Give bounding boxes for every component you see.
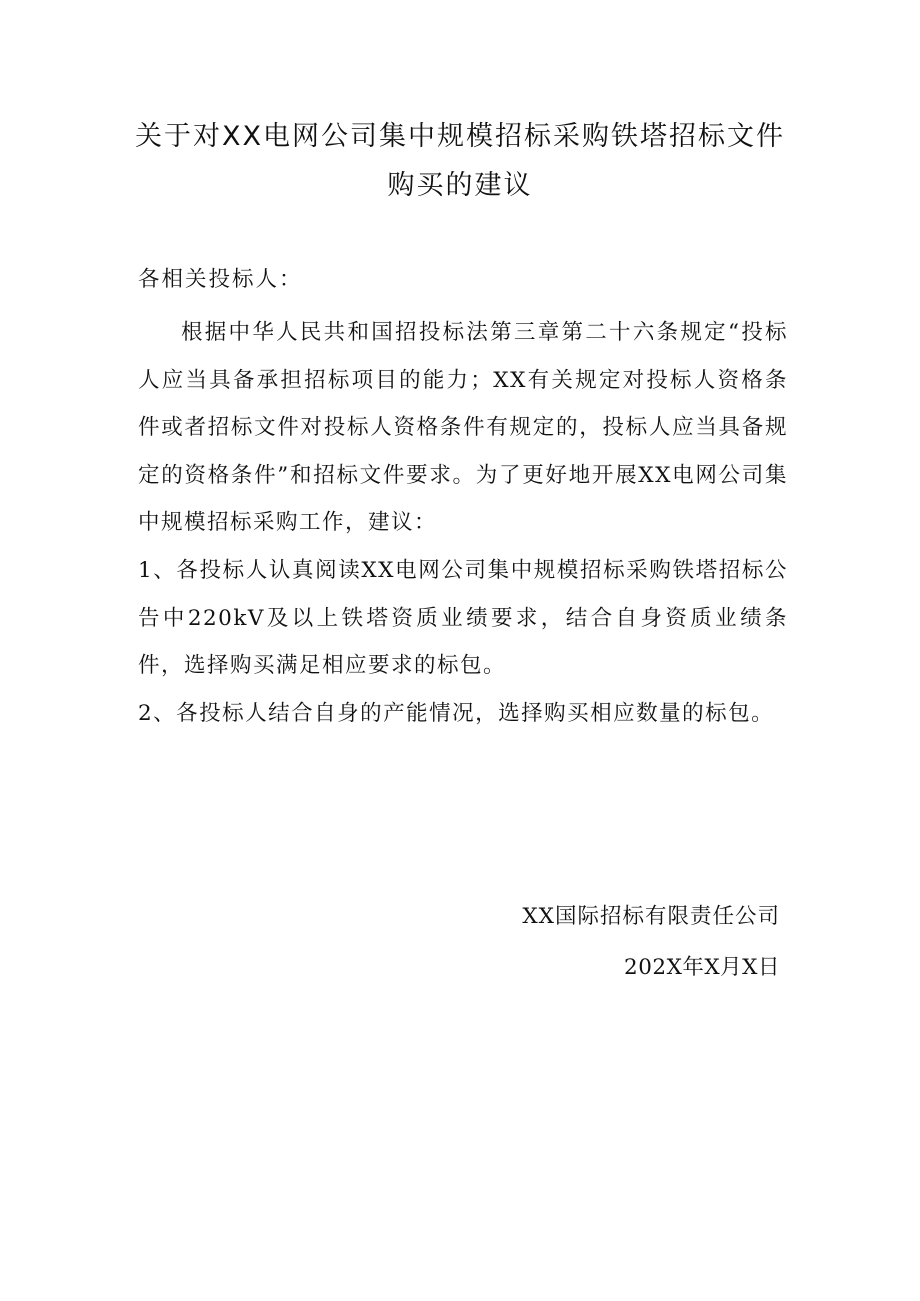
suggestion-item-2: 2、各投标人结合自身的产能情况，选择购买相应数量的标包。 xyxy=(138,701,775,726)
document-title-line-1: 关于对XX电网公司集中规模招标采购铁塔招标文件 xyxy=(135,121,785,152)
suggestion-item-1: 1、各投标人认真阅读XX电网公司集中规模招标采购铁塔招标公告中220kV及以上铁塔资质业绩要求，结合自身资质业绩条件，选择购买满足相应要求的标包。 xyxy=(138,558,788,679)
salutation: 各相关投标人： xyxy=(138,267,303,292)
body-paragraph: 根据中华人民共和国招投标法第三章第二十六条规定“投标人应当具备承担招标项目的能力；XX有关规定对投标人资格条件或者招标文件对投标人资格条件有规定的，投标人应当具备规定的资格条件”和招标文件要求。为了更好地开展XX电网公司集中规模招标采购工作，建议： xyxy=(138,320,788,536)
signature-organization: XX国际招标有限责任公司 xyxy=(522,904,780,929)
signature-date: 202X年X月X日 xyxy=(624,955,780,980)
document-title-line-2: 购买的建议 xyxy=(387,170,533,201)
